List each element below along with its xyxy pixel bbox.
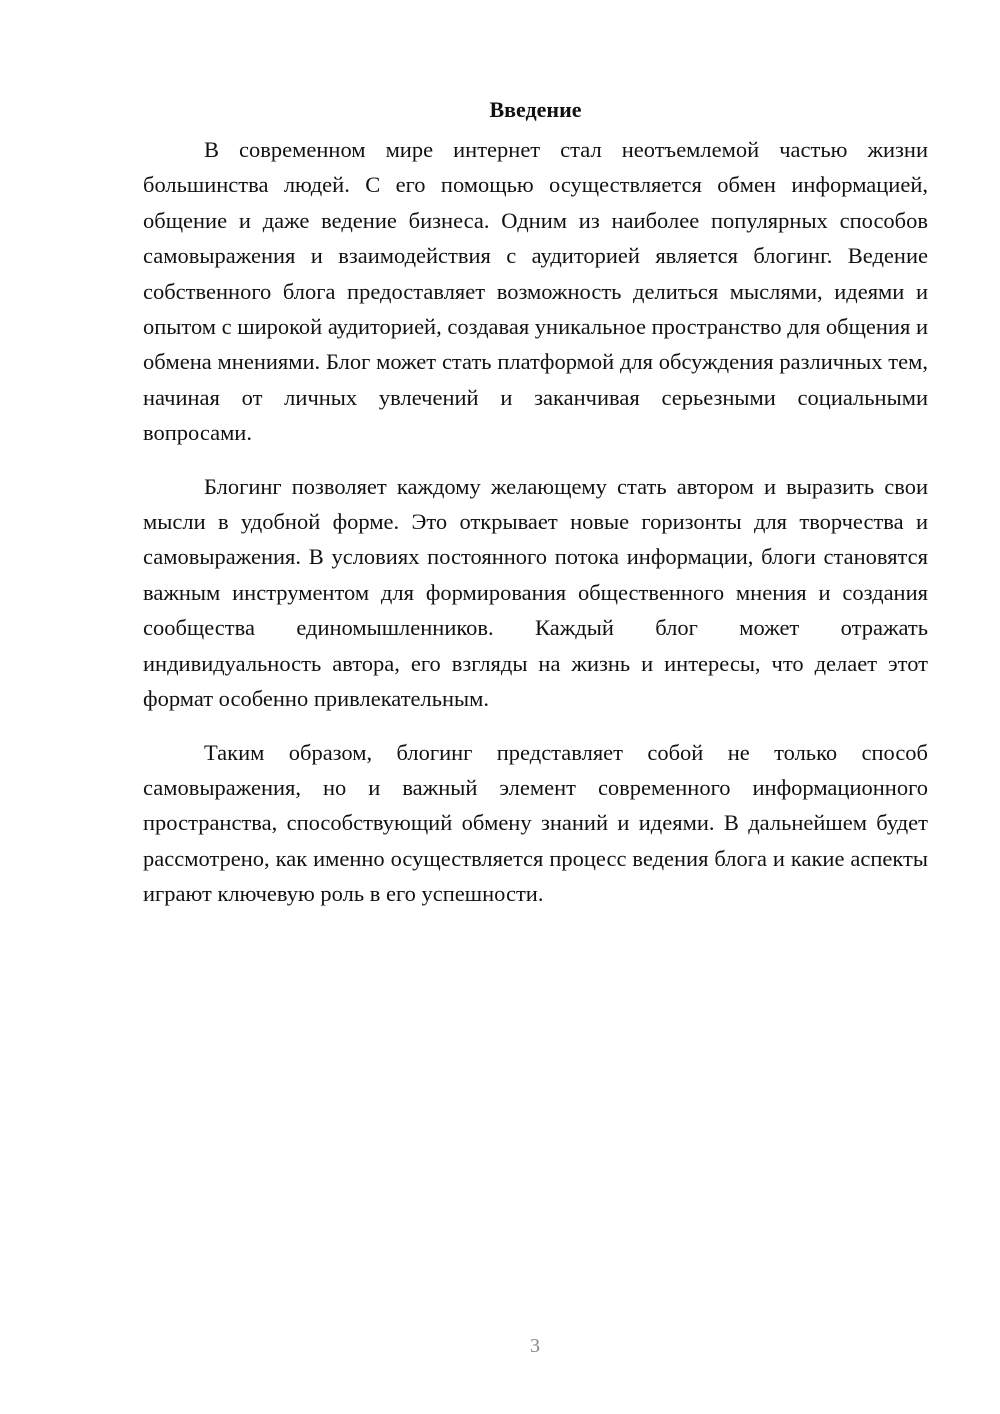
- paragraph-1: В современном мире интернет стал неотъемлемой частью жизни большинства людей. С его помощью осуществляется обмен информацией, общение и даже ведение бизнеса. Одним из наиболее популярных способов самовыражения и взаимодействия с аудиторией является блогинг. Ведение собственного блога предоставляет возможность делиться мыслями, идеями и опытом с широкой аудиторией, создавая уникальное пространство для общения и обмена мнениями. Блог может стать платформой для обсуждения различных тем, начиная от личных увлечений и заканчивая серьезными социальными вопросами.: [143, 137, 928, 446]
- paragraph-3: Таким образом, блогинг представляет собой не только способ самовыражения, но и важный элемент современного информационного пространства, способствующий обмену знаний и идеями. В дальнейшем будет рассмотрено, как именно осуществляется процесс ведения блога и какие аспекты играют ключевую роль в его успешности.: [143, 739, 928, 907]
- paragraph-2: Блогинг позволяет каждому желающему стать автором и выразить свои мысли в удобной форме. Это открывает новые горизонты для творчества и самовыражения. В условиях постоянного потока информации, блоги становятся важным инструментом для формирования общественного мнения и создания сообщества единомышленников. Каждый блог может отражать индивидуальность автора, его взгляды на жизнь и интересы, что делает этот формат особенно привлекательным.: [143, 473, 928, 712]
- section-heading: Введение: [489, 97, 582, 122]
- page-body: [143, 92, 928, 930]
- page-number: 3: [530, 1335, 540, 1357]
